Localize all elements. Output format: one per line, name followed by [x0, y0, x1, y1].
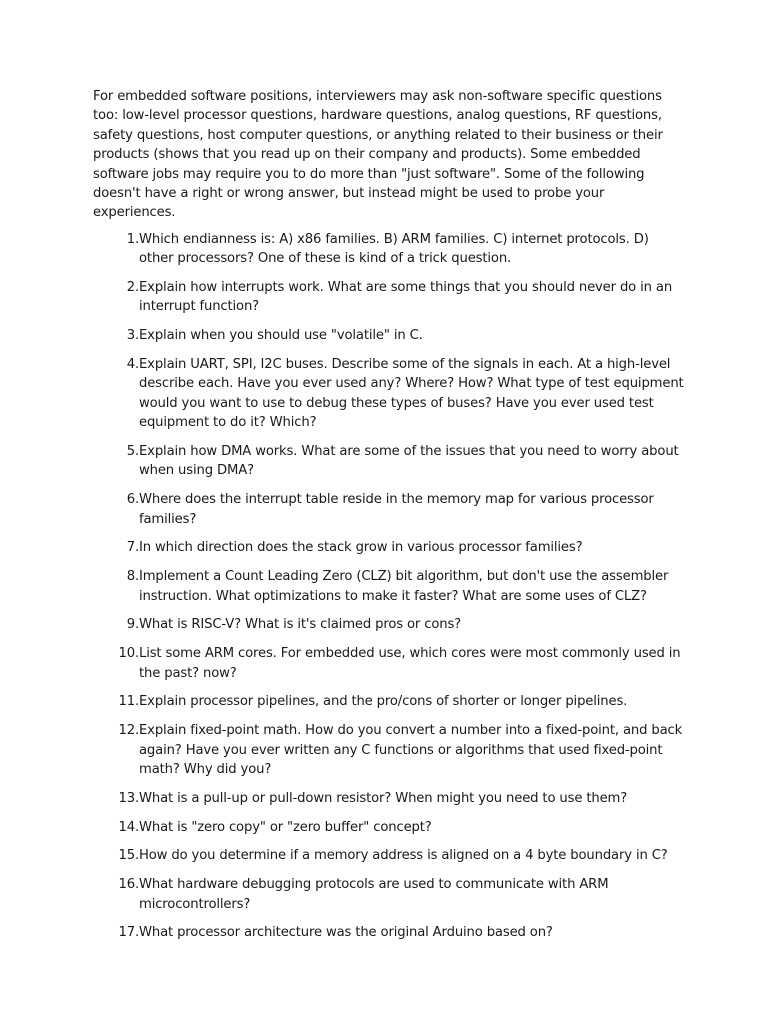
question-item [93, 875, 685, 914]
question-number: 15. [118, 848, 139, 864]
question-item [93, 692, 685, 711]
question-list [93, 230, 685, 943]
question-item [93, 567, 685, 606]
question-text: What is "zero copy" or "zero buffer" concept? [139, 819, 432, 835]
question-number: 4. [126, 357, 139, 373]
question-item [93, 846, 685, 865]
question-item [93, 721, 685, 779]
question-text: What is RISC-V? What is it's claimed pros or cons? [139, 617, 462, 633]
question-number: 13. [118, 790, 139, 806]
question-number: 3. [126, 328, 139, 344]
document-page [93, 87, 685, 952]
question-item [93, 442, 685, 481]
question-text: What hardware debugging protocols are used to communicate with ARM microcontrollers? [139, 877, 609, 912]
question-item [93, 490, 685, 529]
question-item [93, 278, 685, 317]
question-item [93, 326, 685, 345]
question-item [93, 644, 685, 683]
question-number: 5. [126, 444, 139, 460]
question-text: Which endianness is: A) x86 families. B) ARM families. C) internet protocols. D) other processors? One of these is kind of a trick question. [139, 231, 649, 267]
question-item [93, 355, 685, 433]
question-text: Explain how interrupts work. What are some things that you should never do in an interrupt function? [139, 280, 673, 315]
question-number: 2. [126, 280, 139, 296]
question-text: Where does the interrupt table reside in the memory map for various processor families? [139, 492, 654, 527]
question-item [93, 923, 685, 942]
question-item [93, 789, 685, 808]
question-text: Explain UART, SPI, I2C buses. Describe some of the signals in each. At a high-level describe each. Have you ever used any? Where? How? What type of test equipment would you want to use to debug these types of buses? Have you ever used test equipment to do it? Which? [139, 357, 684, 431]
question-number: 14. [118, 819, 139, 835]
question-item [93, 538, 685, 557]
question-text: Explain fixed-point math. How do you convert a number into a fixed-point, and back again? Have you ever written any C functions or algorithms that used fixed-point math? Why did you? [139, 723, 683, 778]
question-number: 7. [126, 540, 139, 556]
question-text: Explain when you should use "volatile" in C. [139, 328, 423, 344]
question-number: 6. [126, 492, 139, 508]
question-text: Explain processor pipelines, and the pro/cons of shorter or longer pipelines. [139, 694, 628, 710]
question-number: 11. [118, 694, 139, 710]
question-number: 8. [126, 569, 139, 585]
question-item [93, 818, 685, 837]
question-text: List some ARM cores. For embedded use, which cores were most commonly used in the past? now? [139, 646, 681, 681]
question-item [93, 230, 685, 269]
question-text: In which direction does the stack grow in various processor families? [139, 540, 583, 556]
question-text: Implement a Count Leading Zero (CLZ) bit algorithm, but don't use the assembler instruction. What optimizations to make it faster? What are some uses of CLZ? [139, 569, 669, 604]
question-number: 10. [118, 646, 139, 662]
question-number: 9. [126, 617, 139, 633]
question-text: How do you determine if a memory address is aligned on a 4 byte boundary in C? [139, 848, 668, 864]
question-item [93, 615, 685, 634]
question-text: What processor architecture was the original Arduino based on? [139, 925, 553, 941]
question-text: Explain how DMA works. What are some of the issues that you need to worry about when using DMA? [139, 444, 679, 479]
question-number: 16. [118, 877, 139, 893]
question-text: What is a pull-up or pull-down resistor? When might you need to use them? [139, 790, 628, 806]
question-number: 12. [118, 723, 139, 739]
question-number: 17. [118, 925, 139, 941]
intro-paragraph: For embedded software positions, interviewers may ask non-software specific questions too: low-level processor questions, hardware questions, analog questions, RF questions, safety questions, host computer questions, or anything related to their business or their products (shows that you read up on their company and products). Some embedded software jobs may require you to do more than "just software". Some of the following doesn't have a right or wrong answer, but instead might be used to probe your experiences. [93, 89, 663, 221]
question-number: 1. [126, 231, 139, 247]
